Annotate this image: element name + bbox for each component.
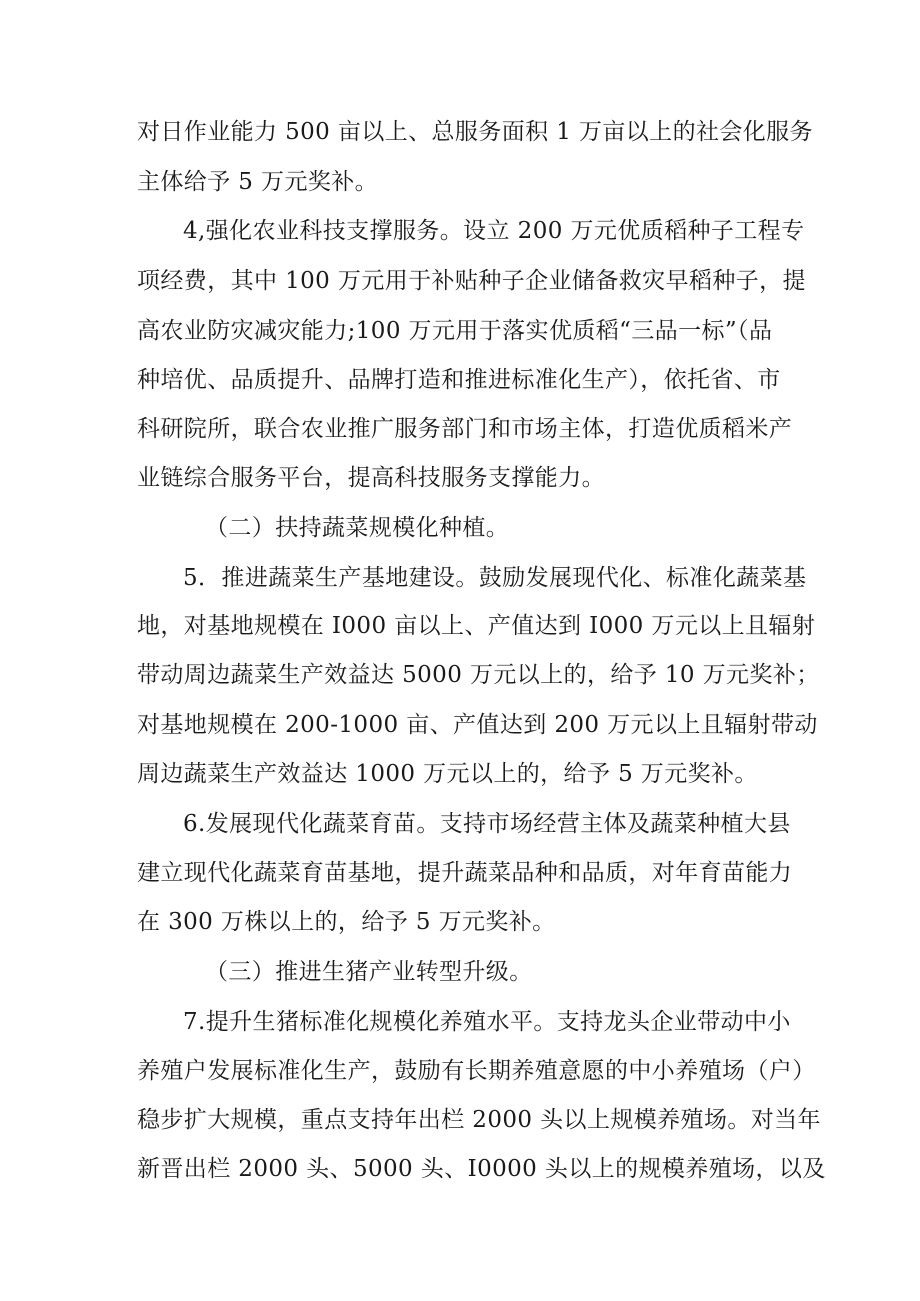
text-line: 在 300 万株以上的，给予 5 万元奖补。 (137, 909, 556, 935)
text-line: 稳步扩大规模，重点支持年出栏 2000 头以上规模养殖场。对当年 (137, 1107, 821, 1133)
section-heading-3: （三）推进生猪产业转型升级。 (205, 959, 533, 985)
text-line: 科研院所，联合农业推广服务部门和市场主体，打造优质稻米产 (137, 416, 793, 442)
section-heading-2: （二）扶持蔬菜规模化种植。 (205, 515, 510, 541)
paragraph-4-start: 4,强化农业科技支撑服务。设立 200 万元优质稻种子工程专 (183, 218, 805, 244)
text-line: 种培优、品质提升、品牌打造和推进标准化生产），依托省、市 (137, 367, 781, 393)
paragraph-7-start: 7.提升生猪标准化规模化养殖水平。支持龙头企业带动中小 (183, 1009, 791, 1035)
paragraph-6-start: 6.发展现代化蔬菜育苗。支持市场经营主体及蔬菜种植大县 (183, 811, 791, 837)
text-line: 带动周边蔬菜生产效益达 5000 万元以上的，给予 10 万元奖补； (137, 662, 820, 688)
text-line: 高农业防灾减灾能力;100 万元用于落实优质稻“三品一标”（品 (137, 318, 773, 344)
paragraph-5-start: 5．推进蔬菜生产基地建设。鼓励发展现代化、标准化蔬菜基 (183, 565, 807, 591)
text-line: 地，对基地规模在 I000 亩以上、产值达到 I000 万元以上且辐射 (137, 613, 816, 639)
text-line: 对基地规模在 200-1000 亩、产值达到 200 万元以上且辐射带动 (137, 712, 818, 738)
text-line: 对日作业能力 500 亩以上、总服务面积 1 万亩以上的社会化服务 (137, 119, 813, 145)
text-line: 周边蔬菜生产效益达 1000 万元以上的，给予 5 万元奖补。 (137, 761, 758, 787)
text-line: 建立现代化蔬菜育苗基地，提升蔬菜品种和品质，对年育苗能力 (137, 860, 793, 886)
text-line: 业链综合服务平台，提高科技服务支撑能力。 (137, 465, 605, 491)
text-line: 项经费，其中 100 万元用于补贴种子企业储备救灾早稻种子，提 (137, 268, 806, 294)
text-line: 主体给予 5 万元奖补。 (137, 169, 379, 195)
text-line: 养殖户发展标准化生产，鼓励有长期养殖意愿的中小养殖场（户） (137, 1058, 816, 1084)
text-line: 新晋出栏 2000 头、5000 头、I0000 头以上的规模养殖场，以及 (137, 1156, 826, 1182)
